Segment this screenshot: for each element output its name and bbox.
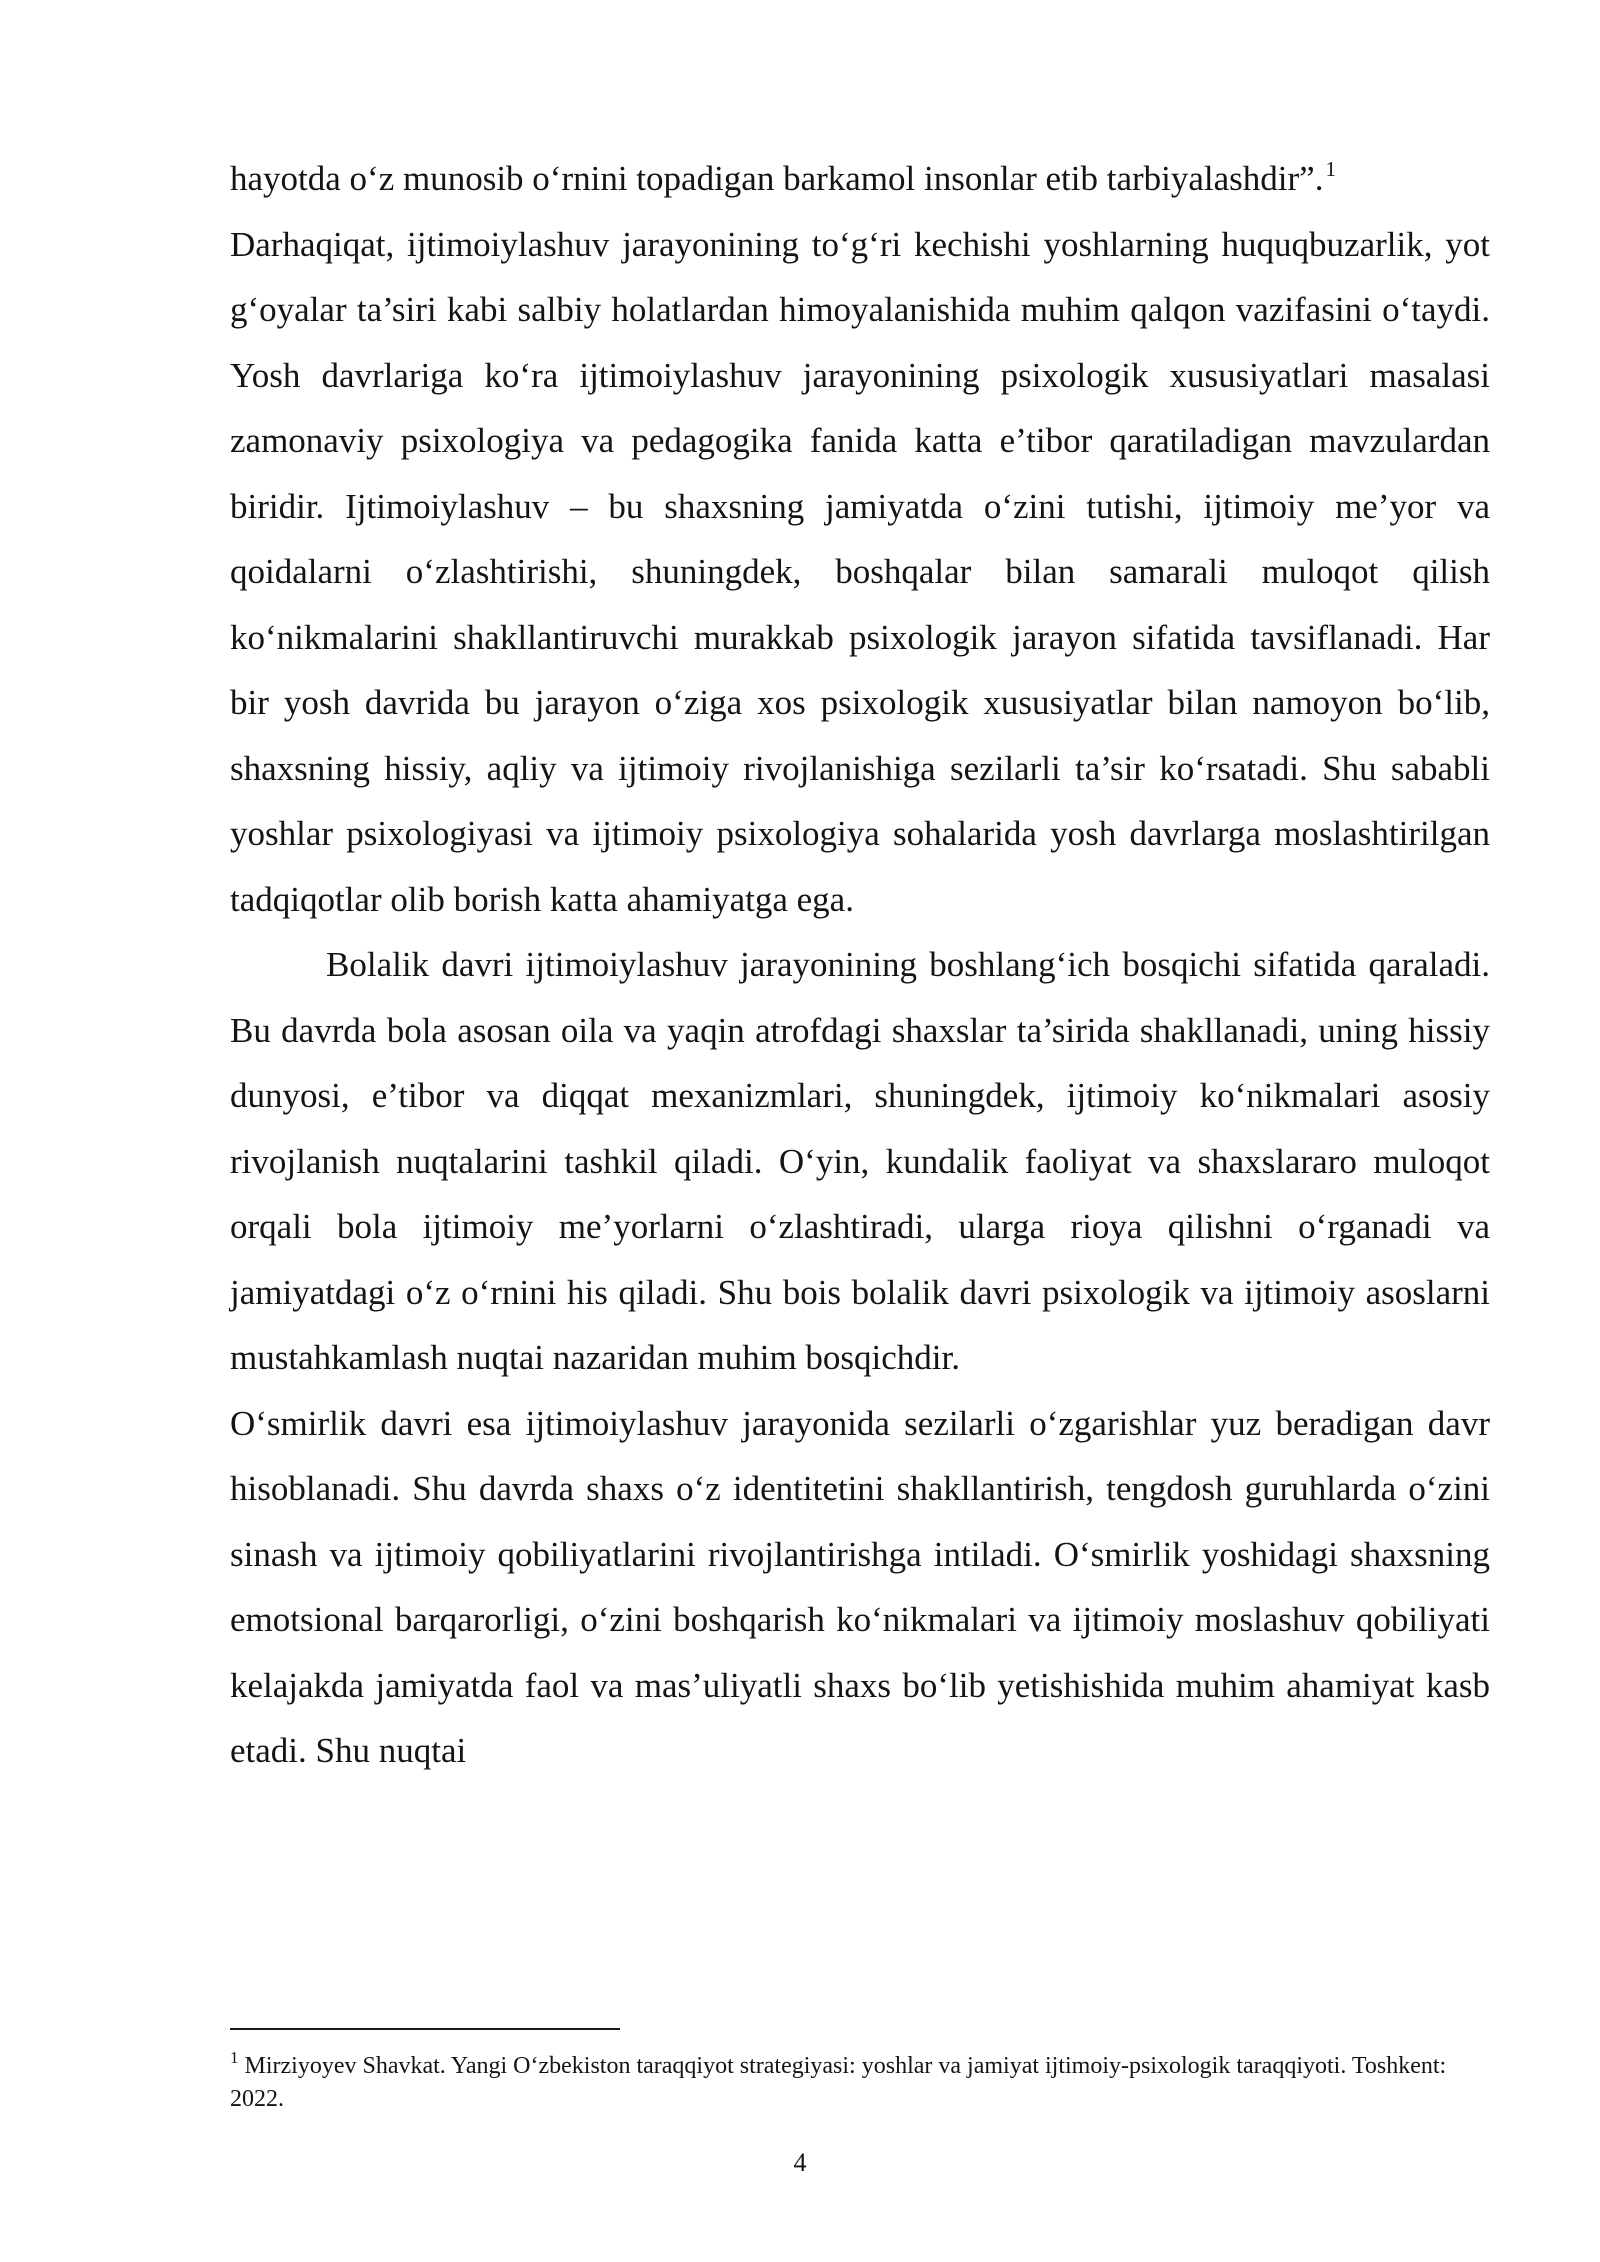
page-number: 4 (793, 2148, 807, 2177)
paragraph-1 (230, 146, 1490, 212)
paragraph-3: Bolalik davri ijtimoiylashuv jarayonining boshlang‘ich bosqichi sifatida qaraladi. Bu davrda bola asosan oila va yaqin atrofdagi shaxslar ta’sirida shakllanadi, uning hissiy dunyosi, e’tibor va diqqat mexanizmlari, shuningdek, ijtimoiy ko‘nikmalari asosiy rivojlanish nuqtalarini tashkil qiladi. O‘yin, kundalik faoliyat va shaxslararo muloqot orqali bola ijtimoiy me’yorlarni o‘zlashtiradi, ularga rioya qilishni o‘rganadi va jamiyatdagi o‘z o‘rnini his qiladi. Shu bois bolalik davri psixologik va ijtimoiy asoslarni mustahkamlash nuqtai nazaridan muhim bosqichdir. (230, 945, 1490, 1377)
footnote-separator (230, 2028, 620, 2030)
footnote-reference[interactable]: 1 (1325, 157, 1336, 181)
footnote-text: Mirziyoyev Shavkat. Yangi O‘zbekiston taraqqiyot strategiyasi: yoshlar va jamiyat ijtimoiy-psixologik taraqqiyoti. Toshkent: 2022. (230, 2053, 1447, 2112)
paragraph-1-text: hayotda o‘z munosib o‘rnini topadigan barkamol insonlar etib tarbiyalashdir”. (230, 159, 1324, 198)
footnote-marker: 1 (230, 2048, 239, 2067)
footnote (230, 2050, 1490, 2116)
body-text (230, 146, 1490, 1784)
paragraph-4: O‘smirlik davri esa ijtimoiylashuv jarayonida sezilarli o‘zgarishlar yuz beradigan davr hisoblanadi. Shu davrda shaxs o‘z identitetini shakllantirish, tengdosh guruhlarda o‘zini sinash va ijtimoiy qobiliyatlarini rivojlantirishga intiladi. O‘smirlik yoshidagi shaxsning emotsional barqarorligi, o‘zini boshqarish ko‘nikmalari va ijtimoiy moslashuv qobiliyati kelajakda jamiyatda faol va mas’uliyatli shaxs bo‘lib yetishishida muhim ahamiyat kasb etadi. Shu nuqtai (230, 1403, 1490, 1770)
paragraph-2: Darhaqiqat, ijtimoiylashuv jarayonining to‘g‘ri kechishi yoshlarning huquqbuzarlik, yot g‘oyalar ta’siri kabi salbiy holatlardan himoyalanishida muhim qalqon vazifasini o‘taydi. Yosh davrlariga ko‘ra ijtimoiylashuv jarayonining psixologik xususiyatlari masalasi zamonaviy psixologiya va pedagogika fanida katta e’tibor qaratiladigan mavzulardan biridir. Ijtimoiylashuv – bu shaxsning jamiyatda o‘zini tutishi, ijtimoiy me’yor va qoidalarni o‘zlashtirishi, shuningdek, boshqalar bilan samarali muloqot qilish ko‘nikmalarini shakllantiruvchi murakkab psixologik jarayon sifatida tavsiflanadi. Har bir yosh davrida bu jarayon o‘ziga xos psixologik xususiyatlar bilan namoyon bo‘lib, shaxsning hissiy, aqliy va ijtimoiy rivojlanishiga sezilarli ta’sir ko‘rsatadi. Shu sababli yoshlar psixologiyasi va ijtimoiy psixologiya sohalarida yosh davrlarga moslashtirilgan tadqiqotlar olib borish katta ahamiyatga ega. (230, 224, 1490, 919)
